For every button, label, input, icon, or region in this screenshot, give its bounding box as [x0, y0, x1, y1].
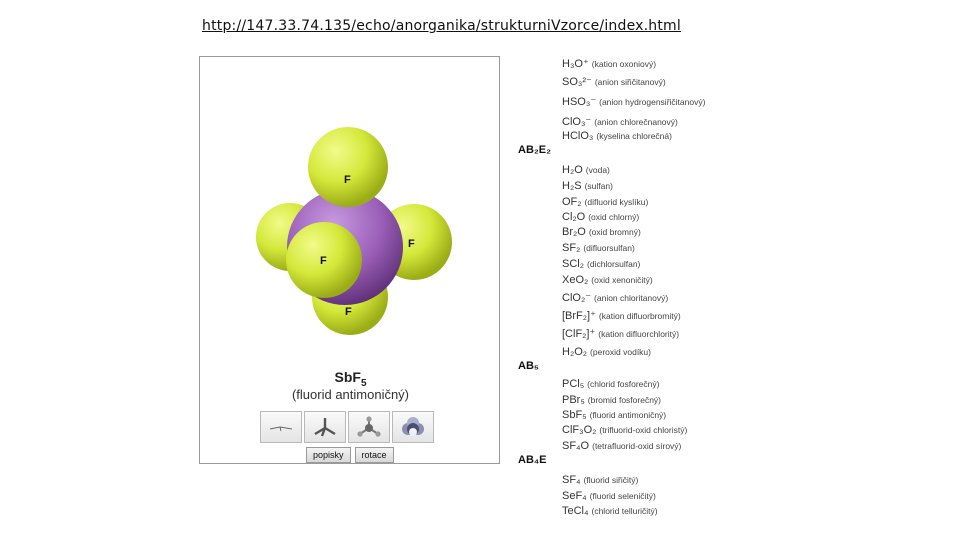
sticks-mode-button[interactable] — [304, 411, 346, 443]
list-item[interactable]: ClO₂⁻ (anion chloritanový) — [562, 292, 669, 304]
list-item[interactable]: H₂O₂ (peroxid vodíku) — [562, 346, 651, 358]
rotate-toggle-button[interactable]: rotace — [355, 447, 394, 463]
list-item[interactable]: SCl₂ (dichlorsulfan) — [562, 258, 641, 270]
list-item[interactable]: PCl₅ (chlorid fosforečný) — [562, 378, 660, 390]
atom-label-front-left: F — [320, 255, 327, 267]
fluorine-atom-top — [308, 127, 388, 207]
sticks-icon — [310, 415, 340, 439]
list-item[interactable]: XeO₂ (oxid xenoničitý) — [562, 274, 653, 286]
list-item[interactable]: PBr₅ (bromid fosforečný) — [562, 394, 661, 406]
section-title-ab4e: AB₄E — [518, 454, 547, 466]
list-item[interactable]: Cl₂O (oxid chlorný) — [562, 211, 640, 223]
list-item[interactable]: HSO₃⁻ (anion hydrogensiřičitanový) — [562, 96, 706, 108]
section-title-ab2e2: AB₂E₂ — [518, 144, 551, 156]
atom-label-top: F — [344, 174, 351, 186]
space-filling-mode-button[interactable] — [392, 411, 434, 443]
ball-and-stick-mode-button[interactable] — [348, 411, 390, 443]
list-item[interactable]: SeF₄ (fluorid seleničitý) — [562, 490, 656, 502]
list-item[interactable]: SF₄ (fluorid siřičitý) — [562, 474, 639, 486]
list-item[interactable]: Br₂O (oxid bromný) — [562, 226, 641, 238]
wireframe-mode-button[interactable] — [260, 411, 302, 443]
list-item[interactable]: SF₂ (difluorsulfan) — [562, 242, 635, 254]
list-item[interactable]: TeCl₄ (chlorid telluričitý) — [562, 505, 658, 517]
section-title-ab5: AB₅ — [518, 360, 539, 372]
list-item[interactable]: SO₃²⁻ (anion siřičitanový) — [562, 76, 666, 88]
list-item[interactable]: ClF₃O₂ (trifluorid-oxid chloristý) — [562, 424, 688, 436]
list-item[interactable]: [BrF₂]⁺ (kation difluorbromitý) — [562, 310, 681, 322]
molecule-model[interactable] — [240, 97, 460, 337]
page-url-link[interactable]: http://147.33.74.135/echo/anorganika/strukturniVzorce/index.html — [202, 18, 681, 34]
molecule-name: (fluorid antimoničný) — [291, 387, 410, 402]
wireframe-icon — [266, 417, 296, 437]
viewer-buttons — [306, 447, 394, 463]
list-item[interactable]: H₂S (sulfan) — [562, 180, 613, 192]
list-item[interactable]: SbF₅ (fluorid antimoničný) — [562, 409, 667, 421]
list-item[interactable]: ClO₃⁻ (anion chlorečnanový) — [562, 116, 678, 128]
space-filling-icon — [398, 415, 428, 439]
labels-toggle-button[interactable]: popisky — [306, 447, 351, 463]
ball-and-stick-icon — [354, 415, 384, 439]
list-item[interactable]: OF₂ (difluorid kyslíku) — [562, 196, 649, 208]
list-item[interactable]: [ClF₂]⁺ (kation difluorchloritý) — [562, 328, 680, 340]
atom-label-right: F — [408, 238, 415, 250]
molecule-formula: SbF$_5$ — [334, 369, 367, 389]
molecule-viewer[interactable] — [199, 56, 500, 464]
display-mode-bar — [260, 411, 434, 443]
atom-label-bottom: F — [345, 306, 352, 318]
list-item[interactable]: H₃O⁺ (kation oxoniový) — [562, 58, 657, 70]
list-item[interactable]: SF₄O (tetrafluorid-oxid sírový) — [562, 440, 682, 452]
list-item[interactable]: HClO₃ (kyselina chlorečná) — [562, 130, 672, 142]
list-item[interactable]: H₂O (voda) — [562, 164, 610, 176]
